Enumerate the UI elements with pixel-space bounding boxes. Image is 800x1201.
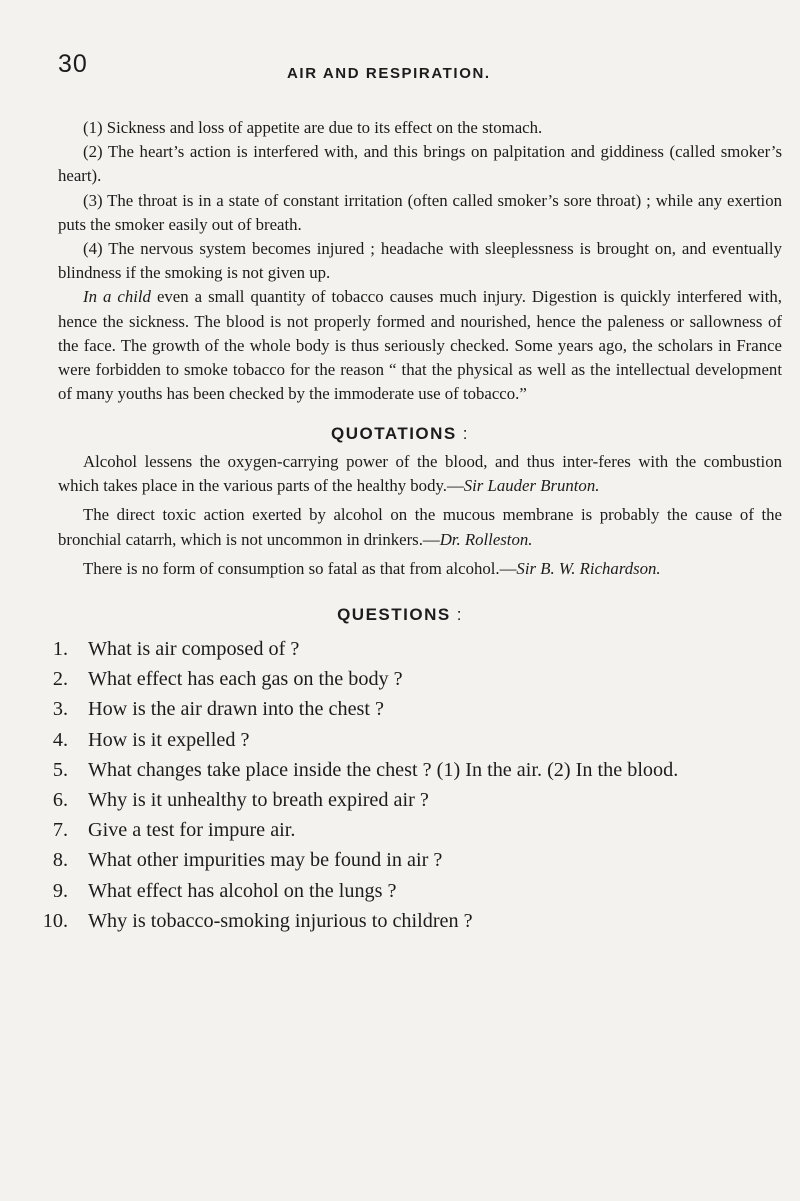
question-item bbox=[38, 785, 778, 815]
question-text: What is air composed of ? bbox=[88, 638, 300, 660]
question-number: 2. bbox=[52, 668, 68, 691]
page-header bbox=[58, 50, 760, 86]
question-item bbox=[38, 815, 778, 845]
question-text: What effect has each gas on the body ? bbox=[88, 668, 403, 691]
effect-paragraph: (4) The nervous system becomes injured ; headache with sleeplessness is brought on, and eventually blindness if the smoking is not given up. bbox=[58, 239, 782, 283]
question-text: How is the air drawn into the chest ? bbox=[88, 698, 385, 721]
questions-list bbox=[38, 634, 778, 936]
questions-heading-colon: : bbox=[456, 605, 463, 624]
question-item bbox=[38, 634, 778, 664]
effect-paragraph: (1) Sickness and loss of appetite are due to its effect on the stomach. bbox=[83, 118, 543, 137]
question-text: Why is tobacco-smoking injurious to children ? bbox=[88, 909, 473, 932]
question-number: 6. bbox=[52, 789, 68, 812]
question-number: 7. bbox=[52, 819, 68, 842]
quotation bbox=[58, 503, 782, 551]
quotation bbox=[58, 450, 782, 498]
quotation-text: There is no form of consumption so fatal as that from alcohol.— bbox=[83, 558, 517, 578]
question-number: 5. bbox=[52, 758, 68, 781]
question-text: What effect has alcohol on the lungs ? bbox=[88, 879, 397, 902]
child-paragraph-lead: In a child bbox=[83, 287, 151, 307]
question-number: 10. bbox=[42, 909, 68, 932]
child-paragraph-text: even a small quantity of tobacco causes much injury. Digestion is quickly interfered with, hence the sickness. The blood is not properly formed and nourished, hence the paleness or sallowness of the face. The growth of the whole body is thus seriously checked. Some years ago, the scholars in France were forbidden to smoke tobacco for the reason “ that the physical as well as the intellectual development of many youths has been checked by the immoderate use of tobacco.” bbox=[58, 287, 782, 404]
quotations-section bbox=[58, 450, 782, 581]
question-number: 9. bbox=[52, 879, 68, 902]
question-item bbox=[38, 906, 778, 936]
effect-paragraph: (3) The throat is in a state of constant irritation (often called smoker’s sore throat) ; while any exertion puts the smoker easily out of breath. bbox=[58, 190, 782, 234]
quotations-heading bbox=[0, 424, 800, 444]
question-item bbox=[38, 694, 778, 724]
question-number: 8. bbox=[52, 849, 68, 872]
quotation-author: Dr. Rolleston. bbox=[439, 529, 533, 549]
quotation-author: Sir B. W. Richardson. bbox=[516, 558, 661, 578]
effect-paragraph: (2) The heart’s action is interfered with, and this brings on palpitation and giddiness (called smoker’s heart). bbox=[58, 142, 782, 186]
child-paragraph bbox=[58, 285, 782, 406]
tobacco-effects-section bbox=[58, 116, 782, 406]
question-number: 3. bbox=[52, 698, 68, 721]
quotations-heading-colon: : bbox=[462, 424, 470, 443]
question-item bbox=[38, 725, 778, 755]
question-text: Why is it unhealthy to breath expired air ? bbox=[88, 789, 429, 812]
question-item bbox=[38, 876, 778, 906]
question-text: What changes take place inside the chest ? (1) In the air. (2) In the blood. bbox=[88, 758, 679, 781]
quotation-text: Alcohol lessens the oxygen-carrying power of the blood, and thus inter-feres with the combustion which takes place in the various parts of the healthy body.— bbox=[58, 452, 782, 496]
question-item bbox=[38, 755, 778, 785]
questions-heading bbox=[0, 605, 800, 625]
quotation-text: The direct toxic action exerted by alcohol on the mucous membrane is probably the cause of the bronchial catarrh, which is not uncommon in drinkers.— bbox=[58, 505, 782, 549]
quotation-author: Sir Lauder Brunton. bbox=[463, 476, 600, 496]
question-text: How is it expelled ? bbox=[88, 728, 250, 751]
question-item bbox=[38, 845, 778, 875]
question-text: Give a test for impure air. bbox=[88, 819, 296, 842]
quotations-heading-text: QUOTATIONS bbox=[330, 424, 457, 443]
page-number: 30 bbox=[58, 50, 88, 78]
question-text: What other impurities may be found in air ? bbox=[88, 849, 443, 872]
running-title: AIR AND RESPIRATION. bbox=[287, 65, 491, 82]
question-item bbox=[38, 664, 778, 694]
quotation bbox=[58, 557, 782, 581]
questions-heading-text: QUESTIONS bbox=[337, 605, 451, 624]
question-number: 4. bbox=[52, 728, 68, 751]
question-number: 1. bbox=[52, 638, 68, 660]
